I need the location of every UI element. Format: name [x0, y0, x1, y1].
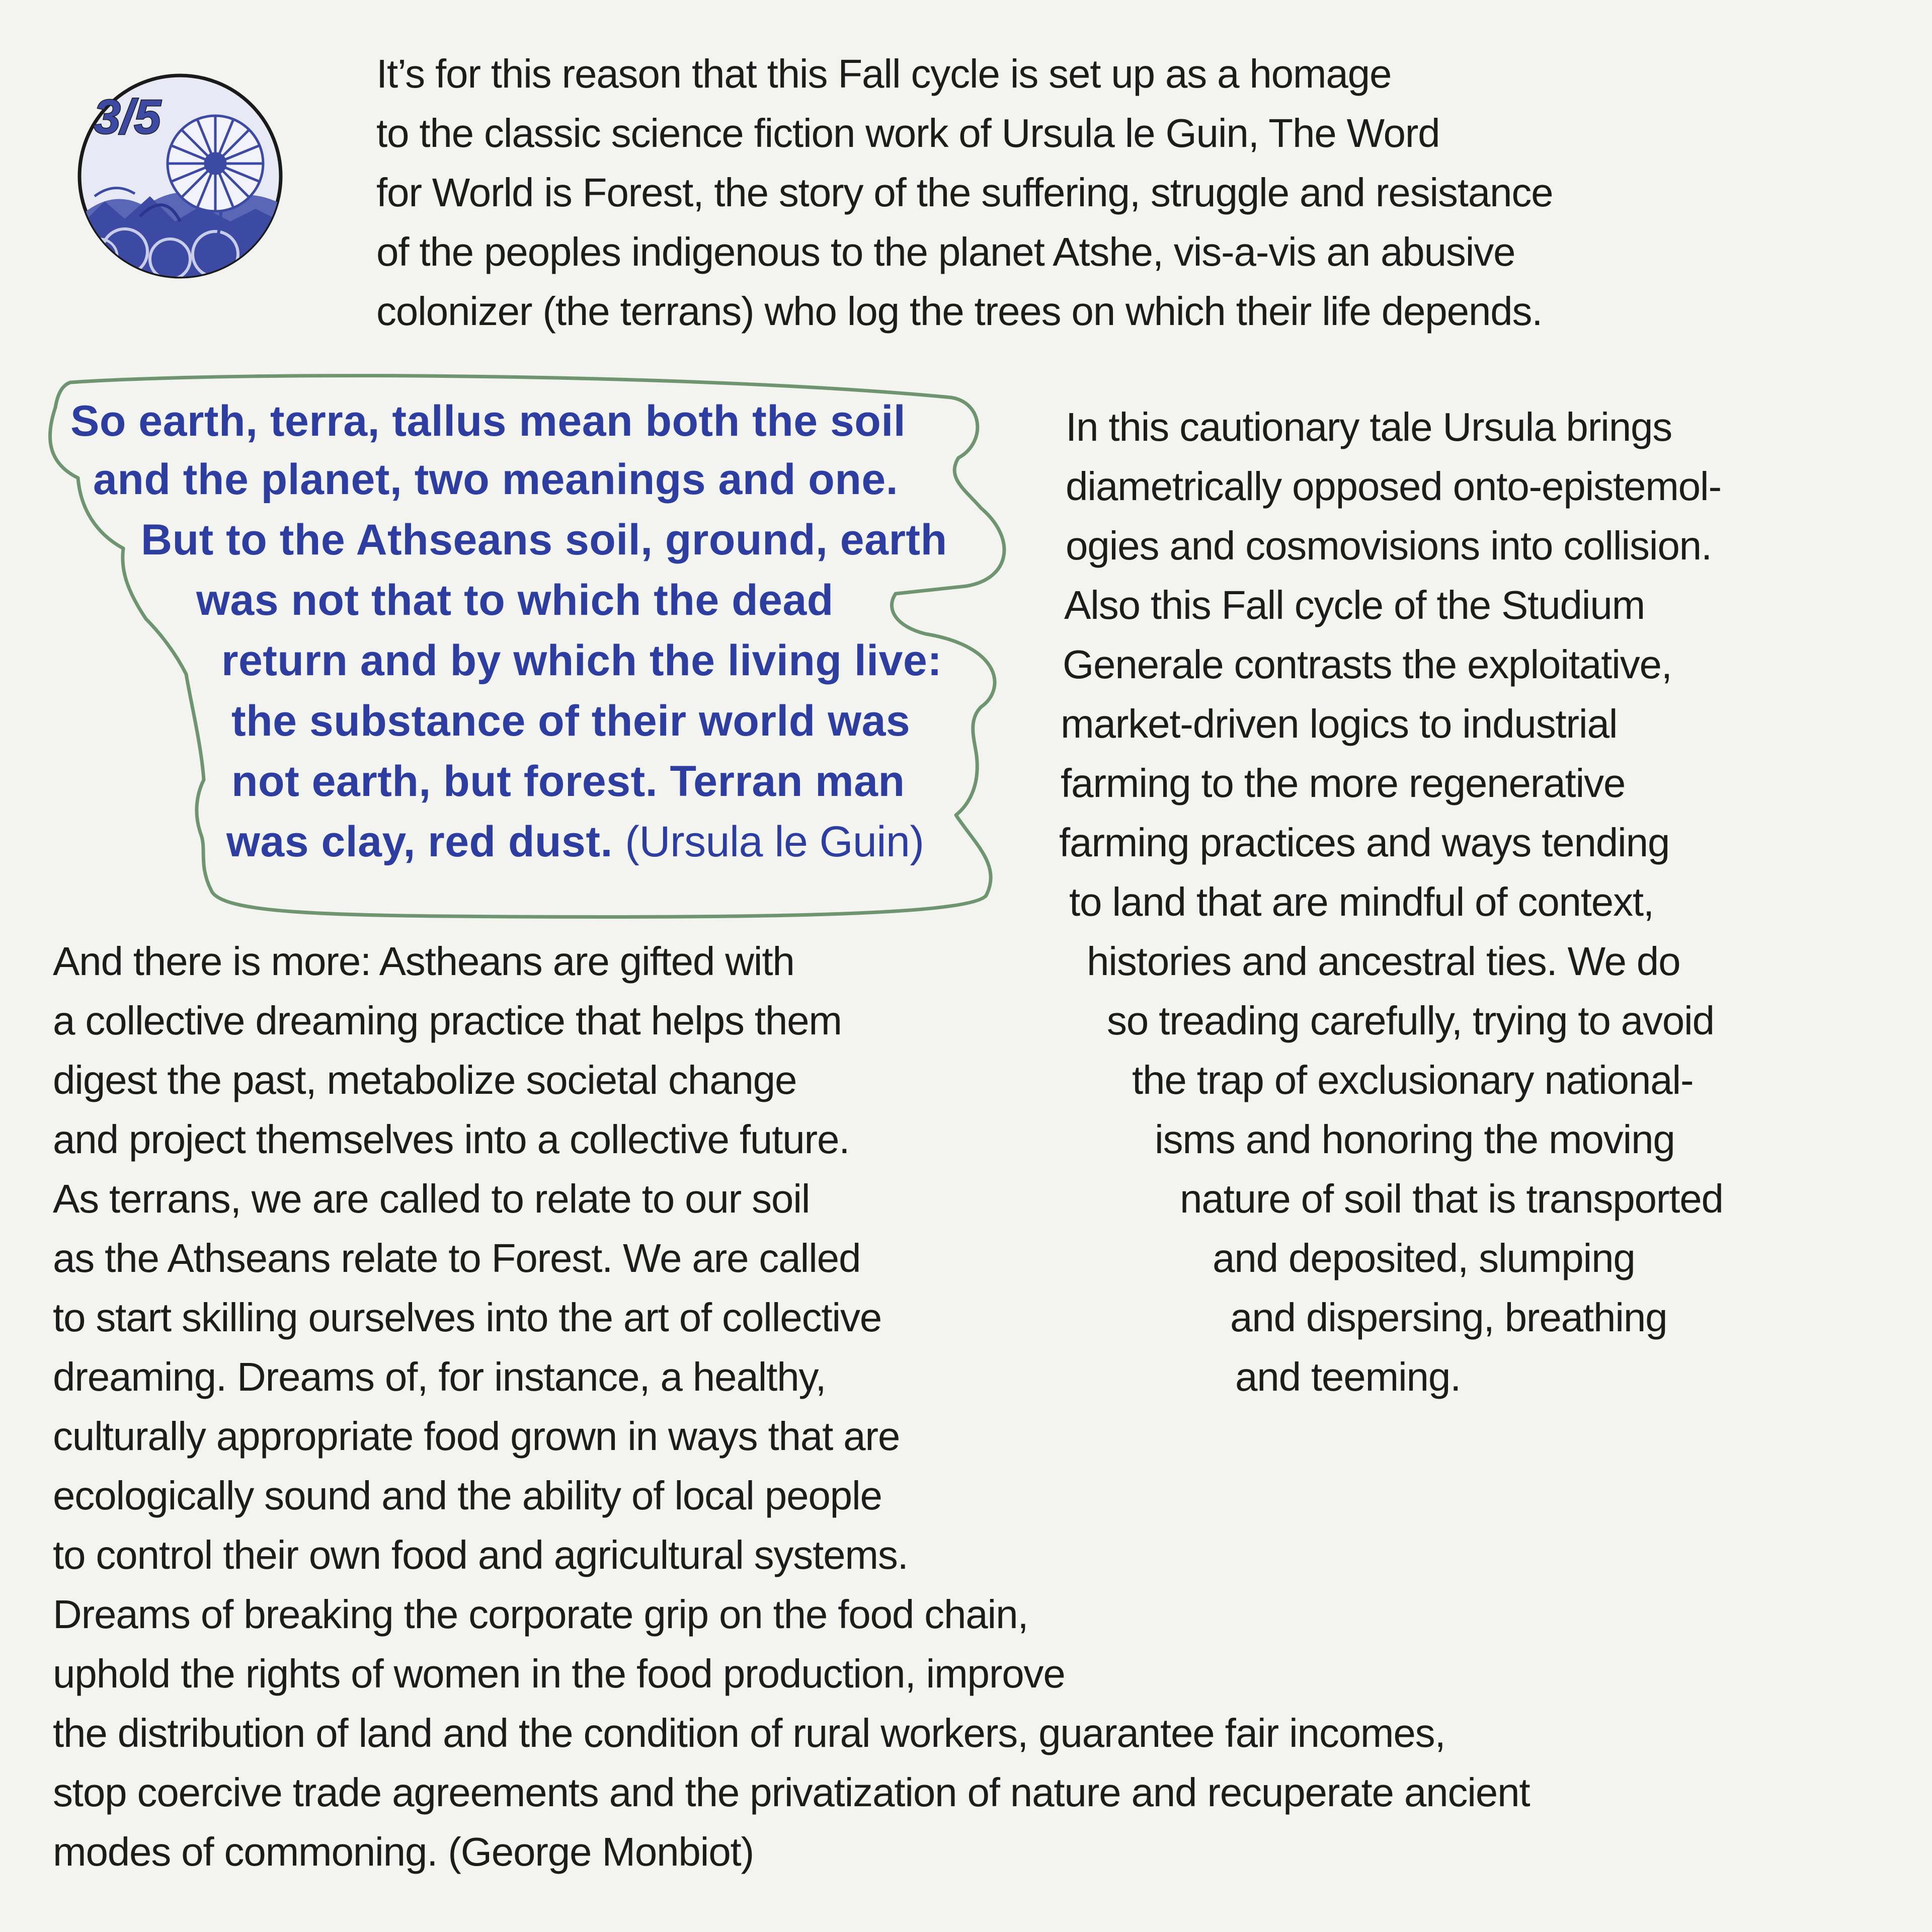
quote-line: was not that to which the dead [196, 576, 834, 624]
text-line: colonizer (the terrans) who log the trees on which their life depends. [376, 289, 1543, 334]
quote-line: the substance of their world was [231, 697, 911, 745]
text-line: diametrically opposed onto-epistemol- [1066, 464, 1721, 509]
text-line: for World is Forest, the story of the suffering, struggle and resistance [376, 170, 1553, 215]
quote-line: and the planet, two meanings and one. [93, 455, 899, 504]
quote-line: But to the Athseans soil, ground, earth [141, 516, 947, 564]
text-line: market-driven logics to industrial [1061, 701, 1618, 746]
text-line: the distribution of land and the condition of rural workers, guarantee fair incomes, [53, 1711, 1445, 1755]
text-line: Dreams of breaking the corporate grip on the food chain, [53, 1592, 1028, 1637]
text-line: And there is more: Astheans are gifted with [53, 939, 794, 984]
text-line: as the Athseans relate to Forest. We are called [53, 1236, 861, 1280]
text-line: and project themselves into a collective future. [53, 1117, 850, 1162]
text-line: a collective dreaming practice that helps them [53, 998, 842, 1043]
quote-line: So earth, terra, tallus mean both the soil [70, 397, 906, 445]
text-line: histories and ancestral ties. We do [1087, 939, 1680, 984]
text-line: to control their own food and agricultural systems. [53, 1533, 908, 1577]
text-line: It’s for this reason that this Fall cycle is set up as a homage [376, 51, 1392, 96]
page-badge [64, 70, 296, 282]
text-line: stop coercive trade agreements and the privatization of nature and recuperate ancient [53, 1770, 1530, 1815]
text-line: nature of soil that is transported [1180, 1176, 1723, 1221]
text-line: ogies and cosmovisions into collision. [1066, 523, 1712, 568]
quote-line: return and by which the living live: [221, 636, 942, 685]
badge-label: 3/5 [94, 90, 161, 144]
text-line: uphold the rights of women in the food production, improve [53, 1651, 1065, 1696]
intro-paragraph [376, 44, 1553, 341]
text-line: and deposited, slumping [1213, 1236, 1635, 1280]
text-line: ecologically sound and the ability of local people [53, 1473, 882, 1518]
text-line: and teeming. [1235, 1354, 1461, 1399]
text-line: Also this Fall cycle of the Studium [1064, 583, 1645, 627]
text-line: isms and honoring the moving [1155, 1117, 1675, 1162]
text-line: In this cautionary tale Ursula brings [1066, 405, 1672, 449]
text-line: culturally appropriate food grown in ways that are [53, 1414, 900, 1459]
quote-citation: (Ursula le Guin) [625, 818, 924, 866]
text-line: so treading carefully, trying to avoid [1107, 998, 1714, 1043]
text-line: farming to the more regenerative [1061, 761, 1626, 806]
text-line: modes of commoning. (George Monbiot) [53, 1829, 754, 1874]
text-line: and dispersing, breathing [1230, 1295, 1667, 1340]
quote-line: not earth, but forest. Terran man [231, 757, 905, 806]
text-line: farming practices and ways tending [1059, 820, 1670, 865]
bottom-paragraph [53, 932, 1530, 1882]
quote-line: was clay, red dust. [226, 818, 613, 866]
text-line: to start skilling ourselves into the art of collective [53, 1295, 882, 1340]
text-line: dreaming. Dreams of, for instance, a healthy, [53, 1354, 826, 1399]
text-line: to land that are mindful of context, [1069, 879, 1654, 924]
text-line: As terrans, we are called to relate to our soil [53, 1176, 810, 1221]
text-line: of the peoples indigenous to the planet Atshe, vis-a-vis an abusive [376, 229, 1515, 274]
text-line: the trap of exclusionary national- [1132, 1058, 1694, 1102]
text-line: to the classic science fiction work of Ursula le Guin, The Word [376, 111, 1440, 155]
text-line: Generale contrasts the exploitative, [1063, 642, 1672, 687]
text-line: digest the past, metabolize societal change [53, 1058, 797, 1102]
